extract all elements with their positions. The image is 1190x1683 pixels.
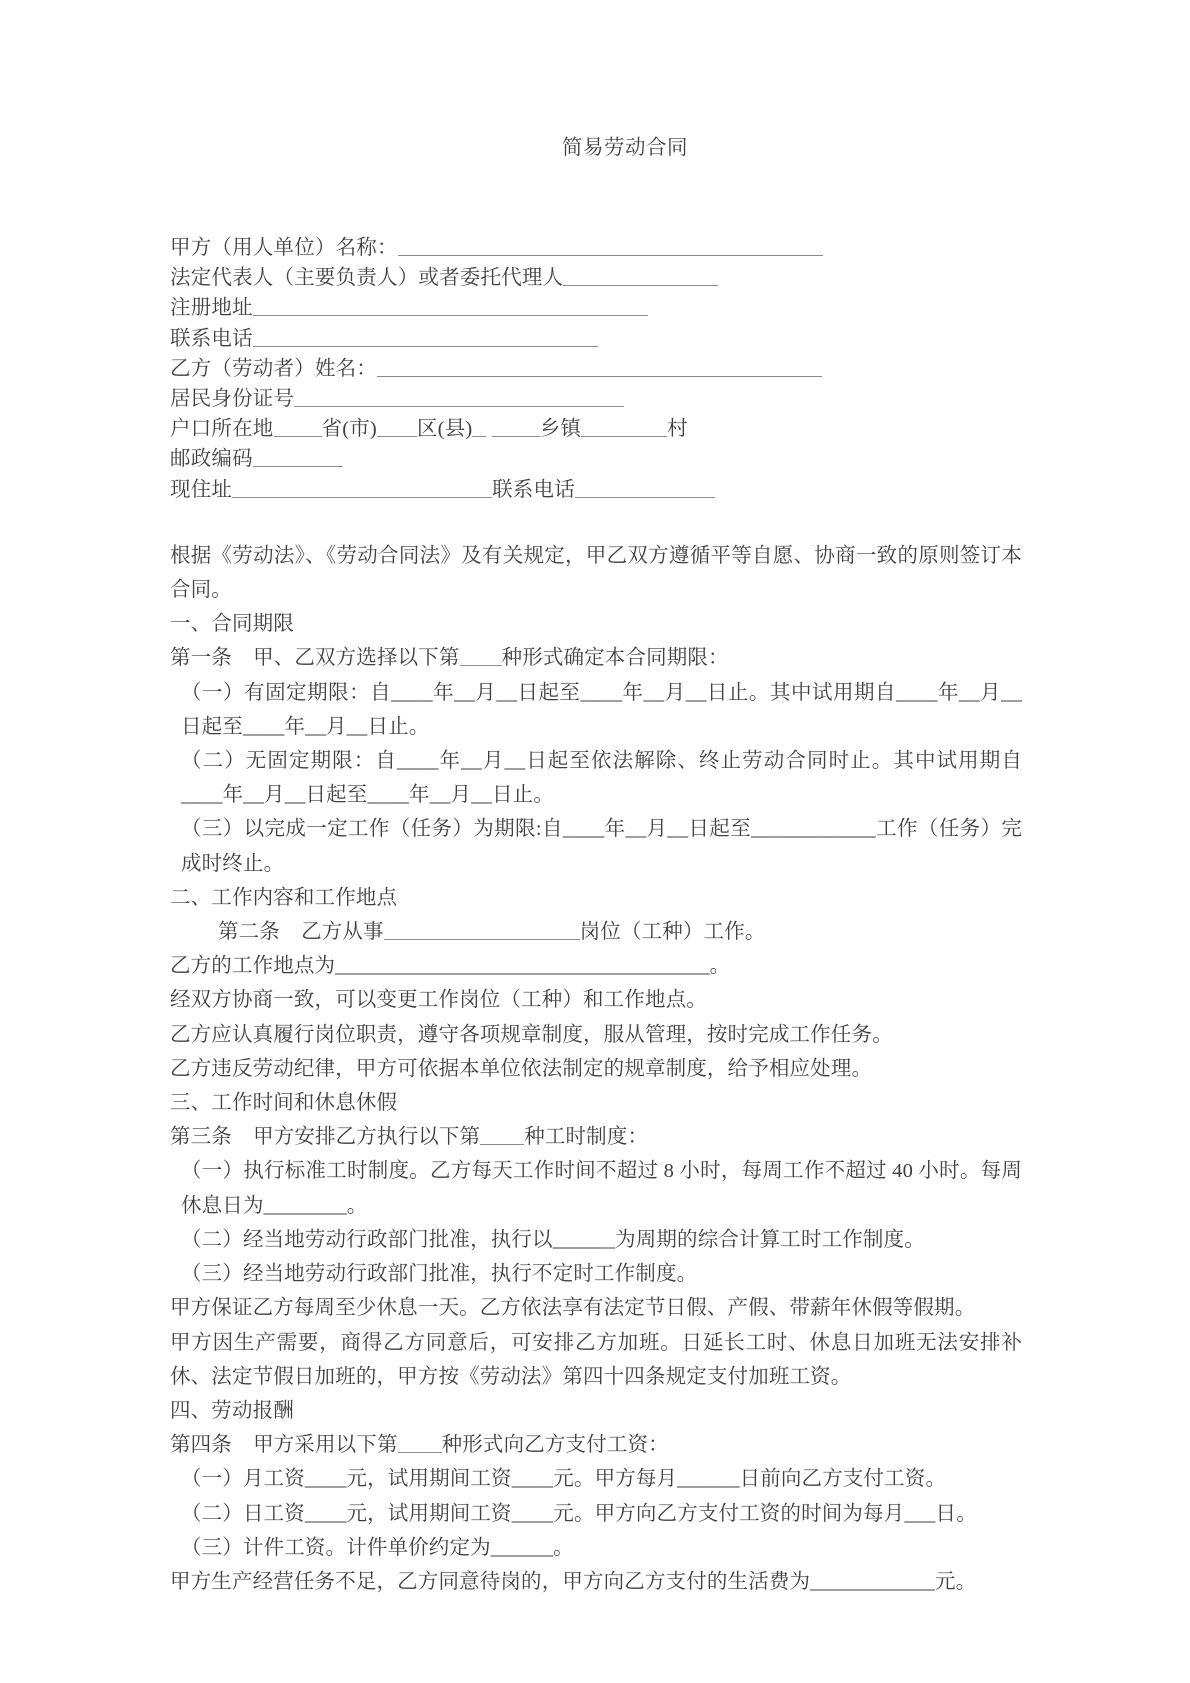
field-party-a-name: [170, 233, 1022, 263]
clause-tail: 岗位（工种）工作。: [579, 921, 766, 944]
clause-2-body-3: 乙方应认真履行岗位职责，遵守各项规章制度，服从管理，按时完成工作任务。: [170, 1023, 893, 1046]
blank-underline[interactable]: [253, 297, 648, 317]
field-label: 邮政编码: [170, 448, 253, 471]
section-heading-2: 二、工作内容和工作地点: [170, 886, 398, 909]
blank-district[interactable]: [377, 417, 417, 437]
clause-number: 第一条: [170, 647, 232, 670]
blank-underline[interactable]: [398, 1433, 442, 1453]
field-label: 注册地址: [170, 297, 253, 320]
clause-2: [170, 915, 1022, 949]
blank-province[interactable]: [274, 417, 322, 437]
blank-underline[interactable]: [480, 1125, 524, 1145]
section-spacer: [170, 505, 1022, 539]
blank-underline[interactable]: [398, 236, 823, 256]
field-party-b-name: [170, 354, 1022, 384]
title-spacer: [170, 163, 1022, 233]
clause-gap: [232, 1126, 253, 1148]
label-contact-phone: 联系电话: [492, 478, 575, 501]
clause-3-item-1: （一）执行标准工时制度。乙方每天工作时间不超过 8 小时，每周工作不超过 40 小时。每周休息日为________。: [181, 1160, 1022, 1217]
clause-4-body-1: 甲方生产经营任务不足，乙方同意待岗的，甲方向乙方支付的生活费为____________元。: [170, 1570, 977, 1593]
field-label: 联系电话: [170, 327, 253, 350]
field-label: 法定代表人（主要负责人）或者委托代理人: [170, 267, 564, 290]
clause-tail: 种形式向乙方支付工资：: [441, 1434, 669, 1457]
field-label: 乙方（劳动者）姓名：: [170, 357, 377, 380]
field-label: 现住址: [170, 478, 233, 501]
document-body: [170, 133, 1022, 1599]
clause-number: 第二条: [218, 921, 280, 944]
clause-3-body-1: 甲方保证乙方每周至少休息一天。乙方依法享有法定节日假、产假、带薪年休假等假期。: [170, 1297, 976, 1320]
blank-underline[interactable]: [294, 387, 624, 407]
clause-2-body-2: 经双方协商一致，可以变更工作岗位（工种）和工作地点。: [170, 989, 707, 1012]
clause-lead: 甲、乙双方选择以下第: [253, 647, 460, 670]
page-title: 简易劳动合同: [562, 137, 688, 159]
clause-1: [170, 641, 1022, 675]
label-township: 乡镇: [539, 418, 582, 441]
clause-3: [170, 1120, 1022, 1154]
clause-gap: [232, 1434, 253, 1456]
section-heading-1: 一、合同期限: [170, 613, 294, 636]
clause-lead: 乙方从事: [301, 921, 384, 944]
clause-tail: 种工时制度：: [524, 1126, 649, 1149]
label-province: 省(市): [321, 418, 377, 441]
label-village: 村: [667, 418, 688, 441]
section-heading-3: 三、工作时间和休息休假: [170, 1092, 398, 1115]
blank-village[interactable]: [581, 417, 667, 437]
clause-number: 第三条: [170, 1126, 232, 1149]
clause-gap: [280, 921, 301, 943]
clause-number: 第四条: [170, 1434, 232, 1457]
blank-address[interactable]: [232, 478, 492, 498]
label-district: 区(县): [416, 418, 473, 441]
clause-lead: 甲方采用以下第: [253, 1434, 398, 1457]
clause-lead: 甲方安排乙方执行以下第: [253, 1126, 481, 1149]
clause-1-item-2: （二）无固定期限：自____年__月__日起至依法解除、终止劳动合同时止。其中试用期自____年__月__日起至____年__月__日止。: [181, 750, 1022, 807]
field-legal-representative: [170, 263, 1022, 293]
blank-underline[interactable]: [253, 327, 598, 347]
clause-1-item-1: （一）有固定期限：自____年__月__日起至____年__月__日止。其中试用期自____年__月__日起至____年__月__日止。: [181, 681, 1022, 738]
clause-1-item-3: （三）以完成一定工作（任务）为期限:自____年__月__日起至____________工作（任务）完成时终止。: [181, 818, 1022, 875]
clause-4: [170, 1428, 1022, 1462]
clause-2-body-4: 乙方违反劳动纪律，甲方可依据本单位依法制定的规章制度，给予相应处理。: [170, 1057, 873, 1080]
clause-3-item-2: （二）经当地劳动行政部门批准，执行以______为周期的综合计算工时工作制度。: [181, 1228, 925, 1251]
blank-township[interactable]: [492, 417, 540, 437]
blank-small[interactable]: [472, 417, 486, 437]
clause-4-item-1: （一）月工资____元，试用期间工资____元。甲方每月______日前向乙方支付工资。: [181, 1468, 947, 1491]
field-postal-code: [170, 444, 1022, 474]
blank-underline[interactable]: [384, 920, 580, 940]
blank-phone[interactable]: [575, 478, 715, 498]
field-contact-phone-a: [170, 324, 1022, 354]
clause-tail: 种形式确定本合同期限：: [501, 647, 729, 670]
clause-4-item-2: （二）日工资____元，试用期间工资____元。甲方向乙方支付工资的时间为每月___日。: [181, 1502, 977, 1525]
clause-gap: [232, 647, 253, 669]
clause-2-body-1: 乙方的工作地点为____________________________________。: [170, 955, 731, 978]
clause-3-item-3: （三）经当地劳动行政部门批准，执行不定时工作制度。: [181, 1263, 698, 1286]
blank-underline[interactable]: [377, 357, 822, 377]
section-heading-4: 四、劳动报酬: [170, 1399, 294, 1422]
field-household-registration: [170, 414, 1022, 444]
field-current-address: [170, 475, 1022, 505]
clause-4-item-3: （三）计件工资。计件单价约定为______。: [181, 1536, 574, 1559]
field-registered-address: [170, 293, 1022, 323]
field-label: 居民身份证号: [170, 388, 295, 411]
clause-3-body-2: 甲方因生产需要，商得乙方同意后，可安排乙方加班。日延长工时、休息日加班无法安排补休、法定节假日加班的，甲方按《劳动法》第四十四条规定支付加班工资。: [170, 1331, 1022, 1388]
field-id-number: [170, 384, 1022, 414]
field-label: 户口所在地: [170, 418, 274, 441]
blank-underline[interactable]: [460, 647, 502, 667]
field-label: 甲方（用人单位）名称：: [170, 237, 398, 259]
blank-underline[interactable]: [563, 266, 718, 286]
blank-underline[interactable]: [253, 448, 343, 468]
preamble-paragraph: 根据《劳动法》、《劳动合同法》及有关规定，甲乙双方遵循平等自愿、协商一致的原则签订本合同。: [170, 544, 1022, 602]
